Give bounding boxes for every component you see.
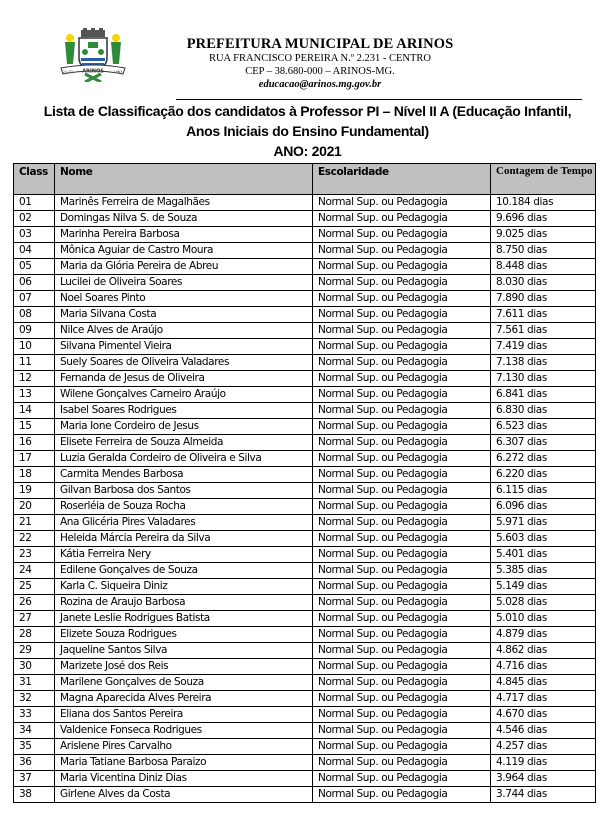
cell-tempo: 3.744 dias <box>491 787 596 803</box>
cell-escolaridade: Normal Sup. ou Pedagogia <box>313 371 491 387</box>
cell-escolaridade: Normal Sup. ou Pedagogia <box>313 387 491 403</box>
table-row <box>14 787 596 803</box>
organization-block <box>150 36 490 92</box>
table-row <box>14 643 596 659</box>
cell-escolaridade: Normal Sup. ou Pedagogia <box>313 419 491 435</box>
table-row <box>14 227 596 243</box>
cell-class: 10 <box>14 339 55 355</box>
cell-class: 34 <box>14 723 55 739</box>
cell-class: 11 <box>14 355 55 371</box>
cell-nome: Arislene Pires Carvalho <box>55 739 313 755</box>
cell-class: 15 <box>14 419 55 435</box>
cell-nome: Nilce Alves de Araújo <box>55 323 313 339</box>
cell-nome: Heleida Márcia Pereira da Silva <box>55 531 313 547</box>
cell-class: 18 <box>14 467 55 483</box>
cell-nome: Valdenice Fonseca Rodrigues <box>55 723 313 739</box>
table-row <box>14 403 596 419</box>
cell-tempo: 9.696 dias <box>491 211 596 227</box>
cell-class: 24 <box>14 563 55 579</box>
cell-class: 17 <box>14 451 55 467</box>
cell-escolaridade: Normal Sup. ou Pedagogia <box>313 691 491 707</box>
cell-tempo: 5.149 dias <box>491 579 596 595</box>
letterhead <box>0 0 615 100</box>
cell-class: 35 <box>14 739 55 755</box>
cell-nome: Maria Vicentina Diniz Dias <box>55 771 313 787</box>
cell-escolaridade: Normal Sup. ou Pedagogia <box>313 771 491 787</box>
table-row <box>14 275 596 291</box>
cell-class: 30 <box>14 659 55 675</box>
coat-of-arms-icon <box>55 28 131 82</box>
logo-ribbon-left: 21-02 <box>62 70 74 74</box>
cell-tempo: 7.890 dias <box>491 291 596 307</box>
cell-tempo: 4.670 dias <box>491 707 596 723</box>
table-row <box>14 195 596 211</box>
cell-nome: Domingas Nilva S. de Souza <box>55 211 313 227</box>
cell-tempo: 4.546 dias <box>491 723 596 739</box>
table-row <box>14 691 596 707</box>
cell-nome: Elisete Ferreira de Souza Almeida <box>55 435 313 451</box>
header-class: Class <box>14 164 55 195</box>
title-line-1: Lista de Classificação dos candidatos à Professor PI – Nível II A (Educação Infantil, <box>43 103 572 119</box>
table-row <box>14 739 596 755</box>
cell-nome: Maria Ione Cordeiro de Jesus <box>55 419 313 435</box>
cell-class: 02 <box>14 211 55 227</box>
cell-class: 20 <box>14 499 55 515</box>
cell-escolaridade: Normal Sup. ou Pedagogia <box>313 739 491 755</box>
table-row <box>14 307 596 323</box>
logo-ribbon-text: ARINOS <box>82 68 104 75</box>
cell-class: 06 <box>14 275 55 291</box>
cell-nome: Marizete José dos Reis <box>55 659 313 675</box>
cell-class: 01 <box>14 195 55 211</box>
cell-tempo: 6.115 dias <box>491 483 596 499</box>
cell-nome: Maria Silvana Costa <box>55 307 313 323</box>
cell-class: 22 <box>14 531 55 547</box>
cell-tempo: 8.030 dias <box>491 275 596 291</box>
header-contagem: Contagem de Tempo <box>491 164 596 195</box>
cell-nome: Maria Tatiane Barbosa Paraizo <box>55 755 313 771</box>
cell-tempo: 5.603 dias <box>491 531 596 547</box>
table-row <box>14 595 596 611</box>
title-line-2: Anos Iniciais do Ensino Fundamental) <box>186 123 429 139</box>
cell-nome: Magna Aparecida Alves Pereira <box>55 691 313 707</box>
cell-class: 32 <box>14 691 55 707</box>
cell-escolaridade: Normal Sup. ou Pedagogia <box>313 595 491 611</box>
table-row <box>14 355 596 371</box>
cell-nome: Suely Soares de Oliveira Valadares <box>55 355 313 371</box>
cell-escolaridade: Normal Sup. ou Pedagogia <box>313 611 491 627</box>
table-row <box>14 515 596 531</box>
cell-tempo: 10.184 dias <box>491 195 596 211</box>
cell-nome: Girlene Alves da Costa <box>55 787 313 803</box>
cell-nome: Luzia Geralda Cordeiro de Oliveira e Silva <box>55 451 313 467</box>
cell-class: 33 <box>14 707 55 723</box>
table-row <box>14 211 596 227</box>
table-row <box>14 627 596 643</box>
cell-class: 23 <box>14 547 55 563</box>
cell-escolaridade: Normal Sup. ou Pedagogia <box>313 659 491 675</box>
table-row <box>14 531 596 547</box>
document-title <box>0 101 615 161</box>
cell-nome: Janete Leslie Rodrigues Batista <box>55 611 313 627</box>
table-row <box>14 467 596 483</box>
cell-escolaridade: Normal Sup. ou Pedagogia <box>313 483 491 499</box>
cell-nome: Edilene Gonçalves de Souza <box>55 563 313 579</box>
cell-tempo: 6.272 dias <box>491 451 596 467</box>
cell-escolaridade: Normal Sup. ou Pedagogia <box>313 323 491 339</box>
cell-escolaridade: Normal Sup. ou Pedagogia <box>313 339 491 355</box>
cell-escolaridade: Normal Sup. ou Pedagogia <box>313 243 491 259</box>
cell-escolaridade: Normal Sup. ou Pedagogia <box>313 755 491 771</box>
cell-escolaridade: Normal Sup. ou Pedagogia <box>313 723 491 739</box>
cell-class: 38 <box>14 787 55 803</box>
cell-nome: Silvana Pimentel Vieira <box>55 339 313 355</box>
title-year: ANO: 2021 <box>273 143 342 159</box>
cell-class: 08 <box>14 307 55 323</box>
cell-nome: Elizete Souza Rodrigues <box>55 627 313 643</box>
cell-escolaridade: Normal Sup. ou Pedagogia <box>313 307 491 323</box>
table-row <box>14 723 596 739</box>
table-row <box>14 611 596 627</box>
cell-escolaridade: Normal Sup. ou Pedagogia <box>313 787 491 803</box>
cell-escolaridade: Normal Sup. ou Pedagogia <box>313 451 491 467</box>
header-escolaridade: Escolaridade <box>313 164 491 195</box>
cell-nome: Isabel Soares Rodrigues <box>55 403 313 419</box>
cell-class: 05 <box>14 259 55 275</box>
cell-tempo: 4.879 dias <box>491 627 596 643</box>
cell-escolaridade: Normal Sup. ou Pedagogia <box>313 531 491 547</box>
cell-tempo: 6.523 dias <box>491 419 596 435</box>
cell-tempo: 4.845 dias <box>491 675 596 691</box>
cell-escolaridade: Normal Sup. ou Pedagogia <box>313 675 491 691</box>
cell-tempo: 5.028 dias <box>491 595 596 611</box>
cell-tempo: 7.561 dias <box>491 323 596 339</box>
cell-escolaridade: Normal Sup. ou Pedagogia <box>313 259 491 275</box>
cell-escolaridade: Normal Sup. ou Pedagogia <box>313 195 491 211</box>
cell-nome: Ana Glicéria Pires Valadares <box>55 515 313 531</box>
header-divider <box>176 99 582 100</box>
cell-nome: Noel Soares Pinto <box>55 291 313 307</box>
cell-class: 03 <box>14 227 55 243</box>
table-row <box>14 291 596 307</box>
cell-nome: Marinês Ferreira de Magalhães <box>55 195 313 211</box>
table-row <box>14 659 596 675</box>
cell-class: 04 <box>14 243 55 259</box>
table-row <box>14 243 596 259</box>
table-row <box>14 451 596 467</box>
cell-escolaridade: Normal Sup. ou Pedagogia <box>313 643 491 659</box>
cell-class: 29 <box>14 643 55 659</box>
cell-escolaridade: Normal Sup. ou Pedagogia <box>313 435 491 451</box>
cell-nome: Kátia Ferreira Nery <box>55 547 313 563</box>
table-row <box>14 387 596 403</box>
cell-tempo: 5.971 dias <box>491 515 596 531</box>
table-row <box>14 435 596 451</box>
cell-nome: Eliana dos Santos Pereira <box>55 707 313 723</box>
cell-class: 12 <box>14 371 55 387</box>
cell-class: 07 <box>14 291 55 307</box>
cell-class: 19 <box>14 483 55 499</box>
cell-tempo: 4.119 dias <box>491 755 596 771</box>
cell-tempo: 6.830 dias <box>491 403 596 419</box>
cell-nome: Marinha Pereira Barbosa <box>55 227 313 243</box>
cell-nome: Lucilei de Oliveira Soares <box>55 275 313 291</box>
cell-class: 09 <box>14 323 55 339</box>
cell-escolaridade: Normal Sup. ou Pedagogia <box>313 211 491 227</box>
table-row <box>14 755 596 771</box>
cell-tempo: 4.717 dias <box>491 691 596 707</box>
table-row <box>14 499 596 515</box>
cell-class: 16 <box>14 435 55 451</box>
cell-tempo: 9.025 dias <box>491 227 596 243</box>
classification-table <box>13 163 596 803</box>
cell-tempo: 3.964 dias <box>491 771 596 787</box>
cell-tempo: 6.096 dias <box>491 499 596 515</box>
cell-tempo: 5.010 dias <box>491 611 596 627</box>
cell-tempo: 6.841 dias <box>491 387 596 403</box>
cell-escolaridade: Normal Sup. ou Pedagogia <box>313 403 491 419</box>
cell-tempo: 7.611 dias <box>491 307 596 323</box>
cell-escolaridade: Normal Sup. ou Pedagogia <box>313 547 491 563</box>
cell-class: 28 <box>14 627 55 643</box>
cell-tempo: 7.138 dias <box>491 355 596 371</box>
cell-escolaridade: Normal Sup. ou Pedagogia <box>313 355 491 371</box>
cell-nome: Marilene Gonçalves de Souza <box>55 675 313 691</box>
cell-nome: Wilene Gonçalves Carneiro Araújo <box>55 387 313 403</box>
cell-tempo: 4.862 dias <box>491 643 596 659</box>
cell-escolaridade: Normal Sup. ou Pedagogia <box>313 467 491 483</box>
table-row <box>14 707 596 723</box>
organization-name: PREFEITURA MUNICIPAL DE ARINOS <box>186 36 454 52</box>
table-row <box>14 579 596 595</box>
cell-class: 36 <box>14 755 55 771</box>
cell-tempo: 4.716 dias <box>491 659 596 675</box>
cell-nome: Fernanda de Jesus de Oliveira <box>55 371 313 387</box>
table-row <box>14 419 596 435</box>
cell-class: 37 <box>14 771 55 787</box>
table-row <box>14 323 596 339</box>
table-row <box>14 483 596 499</box>
cell-class: 14 <box>14 403 55 419</box>
table-row <box>14 771 596 787</box>
cell-escolaridade: Normal Sup. ou Pedagogia <box>313 563 491 579</box>
cell-class: 13 <box>14 387 55 403</box>
cell-tempo: 6.307 dias <box>491 435 596 451</box>
cell-class: 31 <box>14 675 55 691</box>
cell-tempo: 7.130 dias <box>491 371 596 387</box>
header-nome: Nome <box>55 164 313 195</box>
table-row <box>14 563 596 579</box>
table-row <box>14 259 596 275</box>
cell-tempo: 7.419 dias <box>491 339 596 355</box>
cell-nome: Mônica Aguiar de Castro Moura <box>55 243 313 259</box>
organization-cep: CEP – 38.680-000 – ARINOS-MG. <box>245 66 395 77</box>
cell-tempo: 4.257 dias <box>491 739 596 755</box>
organization-email: educacao@arinos.mg.gov.br <box>258 79 382 90</box>
cell-tempo: 8.448 dias <box>491 259 596 275</box>
cell-class: 21 <box>14 515 55 531</box>
cell-tempo: 8.750 dias <box>491 243 596 259</box>
cell-nome: Gilvan Barbosa dos Santos <box>55 483 313 499</box>
table-row <box>14 675 596 691</box>
table-row <box>14 371 596 387</box>
cell-class: 25 <box>14 579 55 595</box>
logo-ribbon-right: 1963 <box>113 70 123 74</box>
cell-nome: Rozina de Araujo Barbosa <box>55 595 313 611</box>
cell-escolaridade: Normal Sup. ou Pedagogia <box>313 579 491 595</box>
cell-escolaridade: Normal Sup. ou Pedagogia <box>313 291 491 307</box>
cell-escolaridade: Normal Sup. ou Pedagogia <box>313 227 491 243</box>
cell-escolaridade: Normal Sup. ou Pedagogia <box>313 707 491 723</box>
cell-class: 26 <box>14 595 55 611</box>
cell-class: 27 <box>14 611 55 627</box>
cell-nome: Karla C. Siqueira Diniz <box>55 579 313 595</box>
cell-nome: Carmita Mendes Barbosa <box>55 467 313 483</box>
organization-address: RUA FRANCISCO PEREIRA N.º 2.231 - CENTRO <box>208 53 432 64</box>
cell-escolaridade: Normal Sup. ou Pedagogia <box>313 275 491 291</box>
cell-tempo: 5.401 dias <box>491 547 596 563</box>
table-body <box>14 195 596 803</box>
cell-nome: Maria da Glória Pereira de Abreu <box>55 259 313 275</box>
cell-nome: Jaqueline Santos Silva <box>55 643 313 659</box>
table-row <box>14 339 596 355</box>
cell-escolaridade: Normal Sup. ou Pedagogia <box>313 499 491 515</box>
cell-tempo: 5.385 dias <box>491 563 596 579</box>
cell-escolaridade: Normal Sup. ou Pedagogia <box>313 627 491 643</box>
cell-tempo: 6.220 dias <box>491 467 596 483</box>
table-header-row <box>14 164 596 195</box>
cell-escolaridade: Normal Sup. ou Pedagogia <box>313 515 491 531</box>
table-row <box>14 547 596 563</box>
cell-nome: Roserléia de Souza Rocha <box>55 499 313 515</box>
